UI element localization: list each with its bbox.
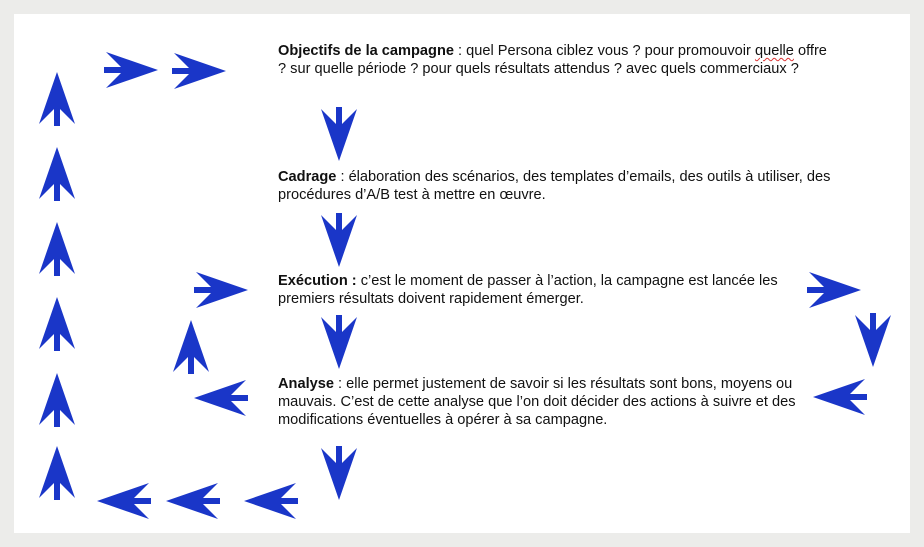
left-arrow-icon [244,483,298,519]
left-arrow-icon [97,483,151,519]
step-analyse-text: : elle permet justement de savoir si les résultats sont bons, moyens ou mauvais. C’est de cette analyse que l’on doit décider des actions à suivre et des modifications éventuelles à opérer à sa campagne. [278,376,796,428]
step-objectifs-title: Objectifs de la campagne [278,43,454,59]
up-arrow-icon [39,72,75,126]
down-arrow-icon [321,315,357,369]
up-arrow-icon [173,320,209,374]
diagram-page [14,14,910,533]
down-arrow-icon [855,313,891,367]
up-arrow-icon [39,222,75,276]
right-arrow-icon [104,52,158,88]
step-cadrage-title: Cadrage [278,169,337,185]
up-arrow-icon [39,446,75,500]
step-execution-text: c’est le moment de passer à l’action, la campagne est lancée les premiers résultats doivent rapidement émerger. [278,273,778,307]
down-arrow-icon [321,213,357,267]
step-objectifs-spellcheck-word: quelle [754,43,794,59]
step-objectifs-text-a: : quel Persona ciblez vous ? pour promouvoir [454,43,755,59]
step-cadrage-text: : élaboration des scénarios, des templates d’emails, des outils à utiliser, des procédures d’A/B test à mettre en œuvre. [278,169,831,203]
right-arrow-icon [194,272,248,308]
down-arrow-icon [321,107,357,161]
up-arrow-icon [39,373,75,427]
step-execution-title: Exécution : [278,273,357,289]
right-arrow-icon [807,272,861,308]
up-arrow-icon [39,297,75,351]
right-arrow-icon [172,53,226,89]
left-arrow-icon [166,483,220,519]
left-arrow-icon [813,379,867,415]
left-arrow-icon [194,380,248,416]
step-analyse-title: Analyse [278,376,334,392]
flow-arrows [14,14,910,533]
arrow-group [39,52,891,519]
up-arrow-icon [39,147,75,201]
step-objectifs-text-b: offre ? sur quelle période ? pour quels résultats attendus ? avec quels commerciaux ? [278,43,827,77]
down-arrow-icon [321,446,357,500]
